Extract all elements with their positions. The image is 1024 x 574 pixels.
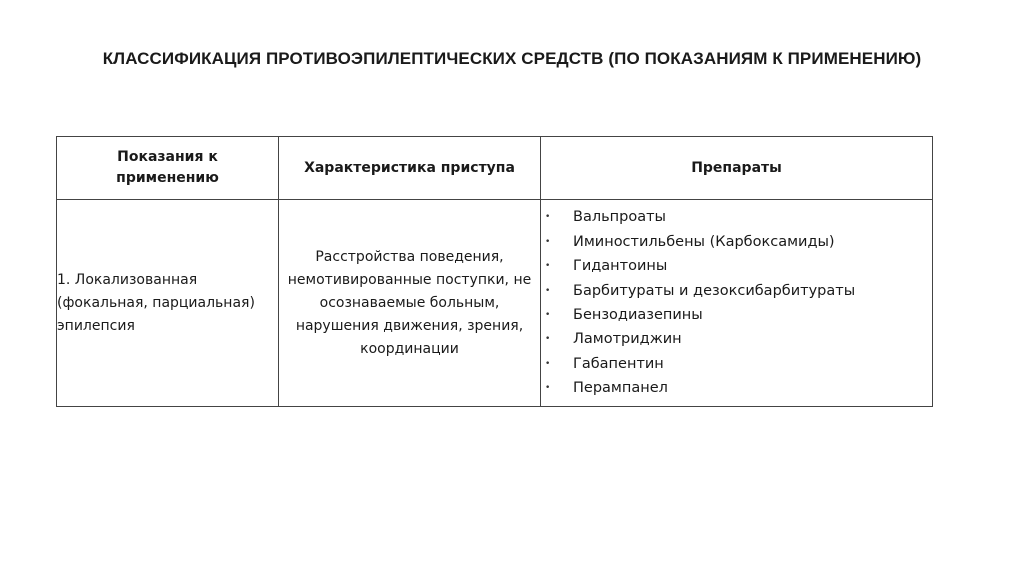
characteristic-text: Расстройства поведения, немотивированные поступки, не осознаваемые больным, нарушения движения, зрения, координации (287, 248, 532, 357)
indication-text: 1. Локализованная (фокальная, парциальная) эпилепсия (57, 271, 255, 334)
drug-name: Ламотриджин (573, 331, 682, 348)
drug-name: Барбитураты и дезоксибарбитураты (573, 282, 856, 299)
bullet-icon: • (545, 261, 551, 272)
bullet-icon: • (545, 383, 551, 394)
list-item (541, 327, 932, 351)
cell-indication (57, 200, 279, 407)
list-item (541, 205, 932, 229)
bullet-icon: • (545, 212, 551, 223)
bullet-icon: • (545, 334, 551, 345)
classification-table (56, 136, 933, 407)
bullet-icon: • (545, 310, 551, 320)
bullet-icon: • (545, 285, 551, 296)
list-item (541, 352, 932, 376)
page-title: КЛАССИФИКАЦИЯ ПРОТИВОЭПИЛЕПТИЧЕСКИХ СРЕДСТВ (ПО ПОКАЗАНИЯМ К ПРИМЕНЕНИЮ) (102, 49, 922, 68)
drug-name: Перампанел (573, 380, 668, 397)
bullet-icon: • (545, 236, 551, 247)
header-indication: Показания к применению (57, 137, 279, 200)
list-item (541, 254, 932, 278)
header-drugs: Препараты (541, 137, 933, 200)
cell-drugs (541, 200, 933, 407)
list-item (541, 376, 932, 400)
drug-list (541, 205, 932, 400)
drug-name: Бензодиазепины (573, 307, 703, 323)
cell-characteristic (279, 200, 541, 407)
drug-name: Вальпроаты (573, 209, 666, 226)
list-item (541, 303, 932, 327)
drug-name: Гидантоины (573, 258, 668, 275)
table-row (57, 200, 933, 407)
drug-name: Габапентин (573, 355, 664, 372)
header-characteristic: Характеристика приступа (279, 137, 541, 200)
table-header-row (57, 137, 933, 200)
list-item (541, 279, 932, 303)
drug-name: Иминостильбены (Карбоксамиды) (573, 233, 835, 250)
list-item (541, 230, 932, 254)
bullet-icon: • (545, 358, 551, 369)
